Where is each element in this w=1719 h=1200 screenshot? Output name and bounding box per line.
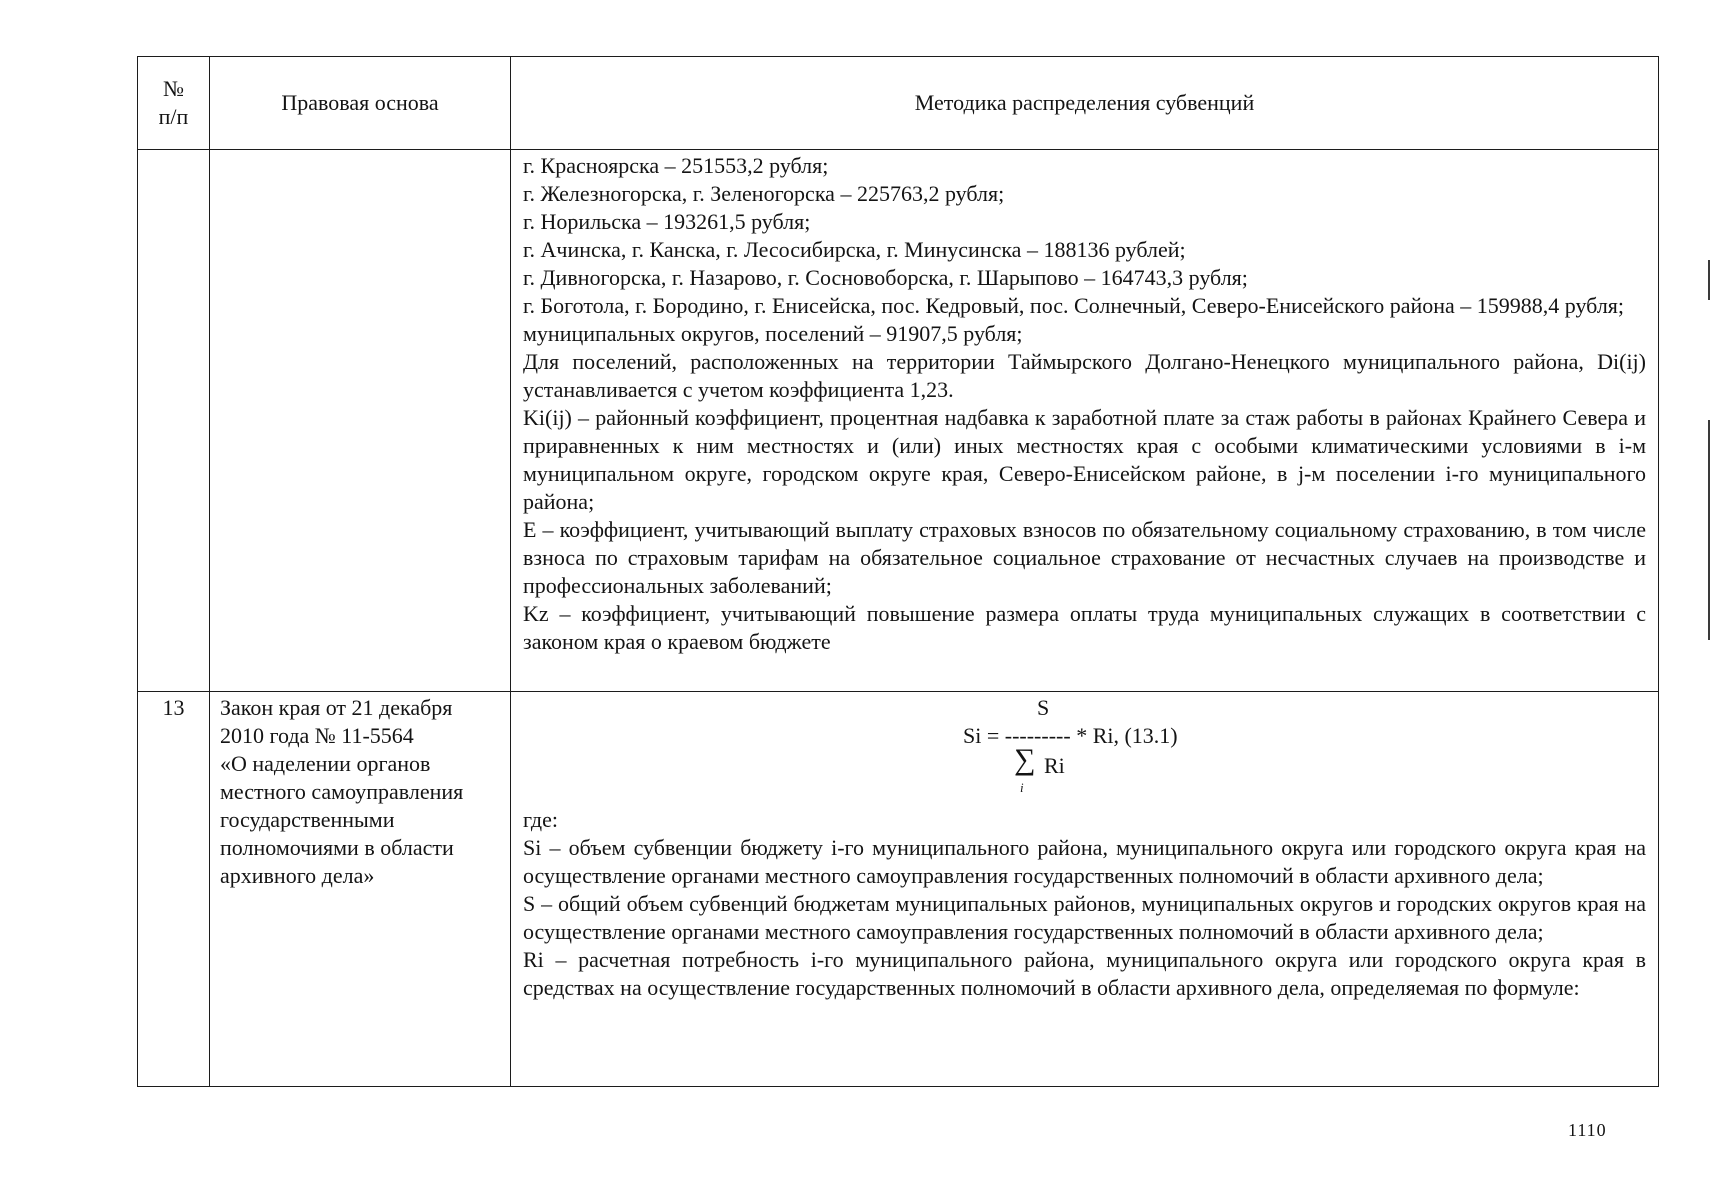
formula-denominator: Ri [1044, 753, 1065, 778]
row-continuation-legal-basis [210, 150, 511, 692]
legal-basis-line: государственными [220, 807, 395, 832]
method-paragraph: муниципальных округов, поселений – 91907,5 рубля; [523, 321, 1023, 346]
header-number: № п/п [138, 57, 210, 150]
method-paragraph: Si – объем субвенции бюджету i-го муниципального района, муниципального округа или городского округа края на осуществление органами местного самоуправления государственных полномочий в области архивного дела; [523, 835, 1646, 888]
method-paragraph: Ri – расчетная потребность i-го муниципального района, муниципального округа или городского округа края в средствах на осуществление государственных полномочий в области архивного дела, определяемая по формуле: [523, 947, 1646, 1000]
sum-icon: ∑ [1014, 743, 1036, 776]
legal-basis-line: Закон края от 21 декабря [220, 695, 453, 720]
table-row-continuation [138, 150, 1659, 692]
formula-main: Si = --------- * Ri, (13.1) [963, 723, 1178, 748]
row-continuation-method [511, 150, 1659, 692]
table-header-row [138, 57, 1659, 150]
row-13-legal-basis [210, 692, 511, 1087]
row-13-method [511, 692, 1659, 1087]
legal-basis-line: местного самоуправления [220, 779, 464, 804]
row-13-number: 13 [138, 692, 210, 1087]
formula-13-1 [523, 694, 1646, 806]
method-paragraph: г. Боготола, г. Бородино, г. Енисейска, пос. Кедровый, пос. Солнечный, Северо-Енисейского района – 159988,4 рубля; [523, 293, 1625, 318]
header-legal-basis: Правовая основа [210, 57, 511, 150]
method-paragraph: Для поселений, расположенных на территории Таймырского Долгано-Ненецкого муниципального района, Di(ij) устанавливается с учетом коэффициента 1,23. [523, 349, 1646, 402]
rate-line: г. Норильска – 193261,5 рубля; [523, 209, 811, 234]
table-row-13 [138, 692, 1659, 1087]
page-number: 1110 [1568, 1120, 1607, 1140]
row-continuation-number [138, 150, 210, 692]
rate-line: г. Красноярска – 251553,2 рубля; [523, 153, 829, 178]
where-label: где: [523, 807, 558, 832]
header-method: Методика распределения субвенций [511, 57, 1659, 150]
method-paragraph: Ki(ij) – районный коэффициент, процентная надбавка к заработной плате за стаж работы в районах Крайнего Севера и приравненных к ним местностях и (или) иных местностях края с особыми климатическими условиями в i-м муниципальном округе, городском округе края, Северо-Енисейском районе, в j-м поселении i-го муниципального района; [523, 405, 1646, 514]
legal-basis-line: архивного дела» [220, 863, 375, 888]
method-paragraph: Kz – коэффициент, учитывающий повышение размера оплаты труда муниципальных служащих в соответствии с законом края о краевом бюджете [523, 601, 1646, 654]
scan-edge-mark [1708, 420, 1710, 640]
rate-line: г. Железногорска, г. Зеленогорска – 225763,2 рубля; [523, 181, 1005, 206]
legal-basis-line: «О наделении органов [220, 751, 431, 776]
subvention-table [137, 56, 1659, 1087]
legal-basis-line: полномочиями в области [220, 835, 454, 860]
rate-line: г. Дивногорска, г. Назарово, г. Сосновоборска, г. Шарыпово – 164743,3 рубля; [523, 265, 1248, 290]
rate-line: г. Ачинска, г. Канска, г. Лесосибирска, г. Минусинска – 188136 рублей; [523, 237, 1186, 262]
legal-basis-line: 2010 года № 11-5564 [220, 723, 414, 748]
formula-index: i [1020, 780, 1024, 795]
method-paragraph: S – общий объем субвенций бюджетам муниципальных районов, муниципальных округов и городских округов края на осуществление органами местного самоуправления государственных полномочий в области архивного дела; [523, 891, 1646, 944]
method-paragraph: E – коэффициент, учитывающий выплату страховых взносов по обязательному социальному страхованию, в том числе взноса по страховым тарифам на обязательное социальное страхование от несчастных случаев на производстве и профессиональных заболеваний; [523, 517, 1646, 598]
scan-edge-mark [1708, 260, 1710, 300]
formula-numerator: S [1037, 695, 1050, 720]
